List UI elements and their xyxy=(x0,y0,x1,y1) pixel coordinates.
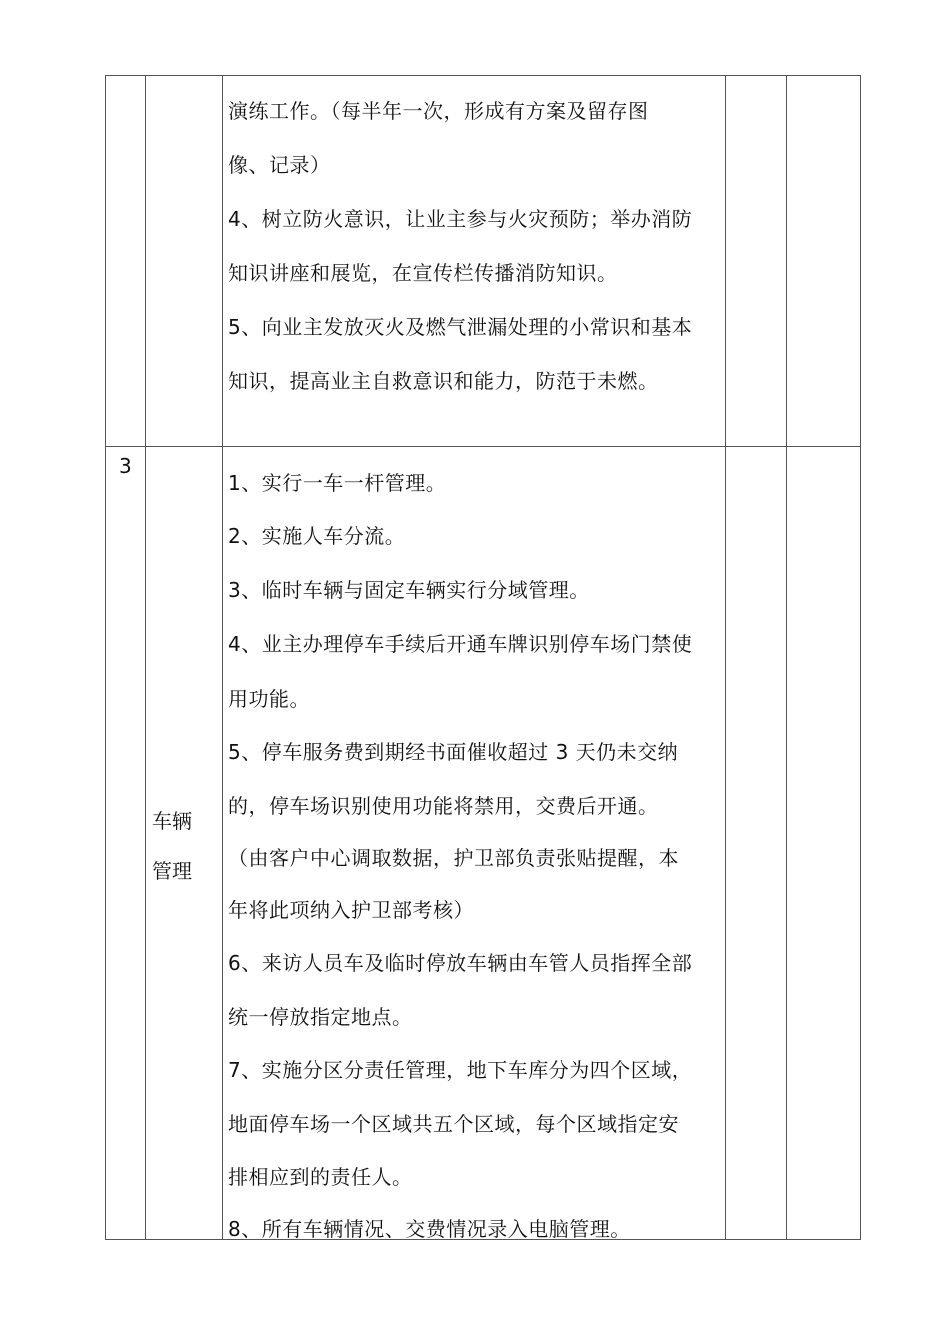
content-line: 1、实行一车一杆管理。 xyxy=(228,471,447,495)
content-line: 年将此项纳入护卫部考核） xyxy=(228,898,474,922)
content-line: 的，停车场识别使用功能将禁用，交费后开通。 xyxy=(228,794,659,818)
category-label-line2: 管理 xyxy=(152,859,192,883)
content-line: 8、所有车辆情况、交费情况录入电脑管理。 xyxy=(228,1217,631,1241)
content-line: 地面停车场一个区域共五个区域，每个区域指定安 xyxy=(228,1112,679,1136)
content-line: 3、临时车辆与固定车辆实行分域管理。 xyxy=(228,578,590,602)
content-line: 6、来访人员车及临时停放车辆由车管人员指挥全部 xyxy=(228,951,693,975)
content-line: 演练工作。（每半年一次，形成有方案及留存图 xyxy=(228,99,649,123)
content-line: 知识讲座和展览，在宣传栏传播消防知识。 xyxy=(228,261,618,285)
content-line: 4、业主办理停车手续后开通车牌识别停车场门禁使 xyxy=(228,632,693,656)
content-line: 2、实施人车分流。 xyxy=(228,524,406,548)
content-line: 5、向业主发放灭火及燃气泄漏处理的小常识和基本 xyxy=(228,315,693,339)
content-line: 排相应到的责任人。 xyxy=(228,1165,413,1189)
content-line: 统一停放指定地点。 xyxy=(228,1005,413,1029)
row-divider xyxy=(106,446,860,447)
content-line: 7、实施分区分责任管理，地下车库分为四个区域， xyxy=(228,1058,693,1082)
content-line: 知识，提高业主自救意识和能力，防范于未燃。 xyxy=(228,369,659,393)
column-divider-4 xyxy=(786,76,787,1239)
row-number: 3 xyxy=(119,454,132,478)
content-line: （由客户中心调取数据，护卫部负责张贴提醒，本 xyxy=(228,846,679,870)
category-label-line1: 车辆 xyxy=(152,809,192,833)
column-divider-3 xyxy=(725,76,726,1239)
column-divider-2 xyxy=(222,76,223,1239)
column-divider-1 xyxy=(145,76,146,1239)
content-line: 用功能。 xyxy=(228,687,310,711)
content-line: 4、树立防火意识，让业主参与火灾预防；举办消防 xyxy=(228,207,693,231)
content-line: 5、停车服务费到期经书面催收超过 3 天仍未交纳 xyxy=(228,740,679,764)
content-line: 像、记录） xyxy=(228,153,331,177)
